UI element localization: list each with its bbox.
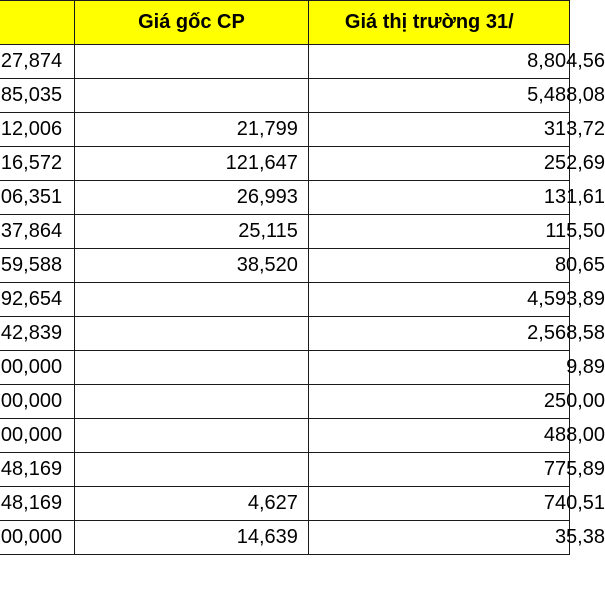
table-cell[interactable]: [75, 79, 309, 113]
table-cell[interactable]: [0, 453, 75, 487]
table-row: [0, 453, 570, 487]
table-cell[interactable]: [75, 249, 309, 283]
table-cell[interactable]: [308, 215, 605, 249]
header-cell-gia-goc-cp[interactable]: Giá gốc CP: [75, 1, 309, 45]
cell-value: 80,65: [554, 254, 605, 276]
table-cell[interactable]: [0, 317, 75, 351]
cell-value: 4,627: [247, 492, 298, 514]
table-cell[interactable]: [75, 351, 309, 385]
cell-value: 740,51: [543, 492, 605, 514]
table-cell[interactable]: [75, 181, 309, 215]
cell-value: 26,993: [236, 186, 298, 208]
cell-value: 00,000: [0, 390, 63, 412]
table-cell[interactable]: [308, 249, 605, 283]
table-cell[interactable]: [0, 283, 75, 317]
cell-value: 06,351: [0, 186, 63, 208]
table-cell[interactable]: [308, 487, 605, 521]
table-cell[interactable]: [308, 79, 605, 113]
cell-value: 21,799: [236, 118, 298, 140]
table-cell[interactable]: [0, 521, 75, 555]
table-cell[interactable]: [308, 521, 605, 555]
table-row: [0, 181, 570, 215]
cell-value: 48,169: [0, 458, 63, 480]
header-row: [0, 1, 570, 45]
table-row: [0, 249, 570, 283]
table-cell[interactable]: [75, 521, 309, 555]
cell-value: 35,38: [554, 526, 605, 548]
table-row: [0, 317, 570, 351]
table-cell[interactable]: [75, 419, 309, 453]
cell-value: 00,000: [0, 356, 63, 378]
cell-value: 25,115: [238, 220, 298, 242]
cell-value: 59,588: [0, 254, 63, 276]
table-cell[interactable]: [308, 419, 605, 453]
table-cell[interactable]: [0, 215, 75, 249]
cell-value: 2,568,58: [527, 322, 605, 344]
table-cell[interactable]: [0, 351, 75, 385]
table-cell[interactable]: [0, 45, 75, 79]
table-cell[interactable]: [308, 385, 605, 419]
cell-value: 16,572: [0, 152, 63, 174]
cell-value: 313,72: [543, 118, 605, 140]
cell-value: 115,50: [545, 220, 605, 242]
cell-value: 48,169: [0, 492, 63, 514]
table-cell[interactable]: [0, 147, 75, 181]
table-row: [0, 385, 570, 419]
cell-value: 14,639: [236, 526, 298, 548]
header-cell-col1[interactable]: [0, 1, 75, 45]
cell-value: 00,000: [0, 424, 63, 446]
cell-value: 27,874: [0, 50, 63, 72]
cell-value: 8,804,56: [527, 50, 605, 72]
table-cell[interactable]: [0, 181, 75, 215]
table-cell[interactable]: [308, 181, 605, 215]
cell-value: 5,488,08: [527, 84, 605, 106]
table-cell[interactable]: [308, 453, 605, 487]
table-cell[interactable]: [75, 45, 309, 79]
cell-value: 37,864: [0, 220, 63, 242]
table-cell[interactable]: [308, 147, 605, 181]
table-cell[interactable]: [308, 351, 605, 385]
cell-value: 00,000: [0, 526, 63, 548]
table-cell[interactable]: [75, 215, 309, 249]
cell-value: 92,654: [0, 288, 63, 310]
table-cell[interactable]: [75, 147, 309, 181]
cell-value: 131,61: [543, 186, 605, 208]
table-row: [0, 487, 570, 521]
cell-value: 42,839: [0, 322, 63, 344]
cell-value: 252,69: [543, 152, 605, 174]
table-cell[interactable]: [0, 385, 75, 419]
cell-value: 4,593,89: [527, 288, 605, 310]
header-cell-gia-thi-truong[interactable]: Giá thị trường 31/: [308, 1, 569, 45]
cell-value: 250,00: [543, 390, 605, 412]
table-cell[interactable]: [0, 113, 75, 147]
table-row: [0, 419, 570, 453]
cell-value: 775,89: [543, 458, 605, 480]
cell-value: 9,89: [566, 356, 605, 378]
table-row: [0, 283, 570, 317]
table-row: [0, 351, 570, 385]
table-cell[interactable]: [75, 283, 309, 317]
table-cell[interactable]: [75, 487, 309, 521]
table-row: [0, 215, 570, 249]
table-cell[interactable]: [0, 419, 75, 453]
cell-value: 38,520: [236, 254, 298, 276]
table-cell[interactable]: [308, 113, 605, 147]
table-row: [0, 79, 570, 113]
table-cell[interactable]: [75, 453, 309, 487]
cell-value: 488,00: [543, 424, 605, 446]
table-row: [0, 45, 570, 79]
table-cell[interactable]: [308, 283, 605, 317]
table-cell[interactable]: [308, 45, 605, 79]
table-cell[interactable]: [75, 317, 309, 351]
table-cell[interactable]: [308, 317, 605, 351]
table-row: [0, 521, 570, 555]
table-cell[interactable]: [0, 249, 75, 283]
table-cell[interactable]: [75, 113, 309, 147]
cell-value: 85,035: [0, 84, 63, 106]
table-cell[interactable]: [0, 79, 75, 113]
table-cell[interactable]: [75, 385, 309, 419]
table-row: [0, 113, 570, 147]
table-cell[interactable]: [0, 487, 75, 521]
cell-value: 121,647: [225, 152, 298, 174]
table-row: [0, 147, 570, 181]
cell-value: 12,006: [0, 118, 63, 140]
